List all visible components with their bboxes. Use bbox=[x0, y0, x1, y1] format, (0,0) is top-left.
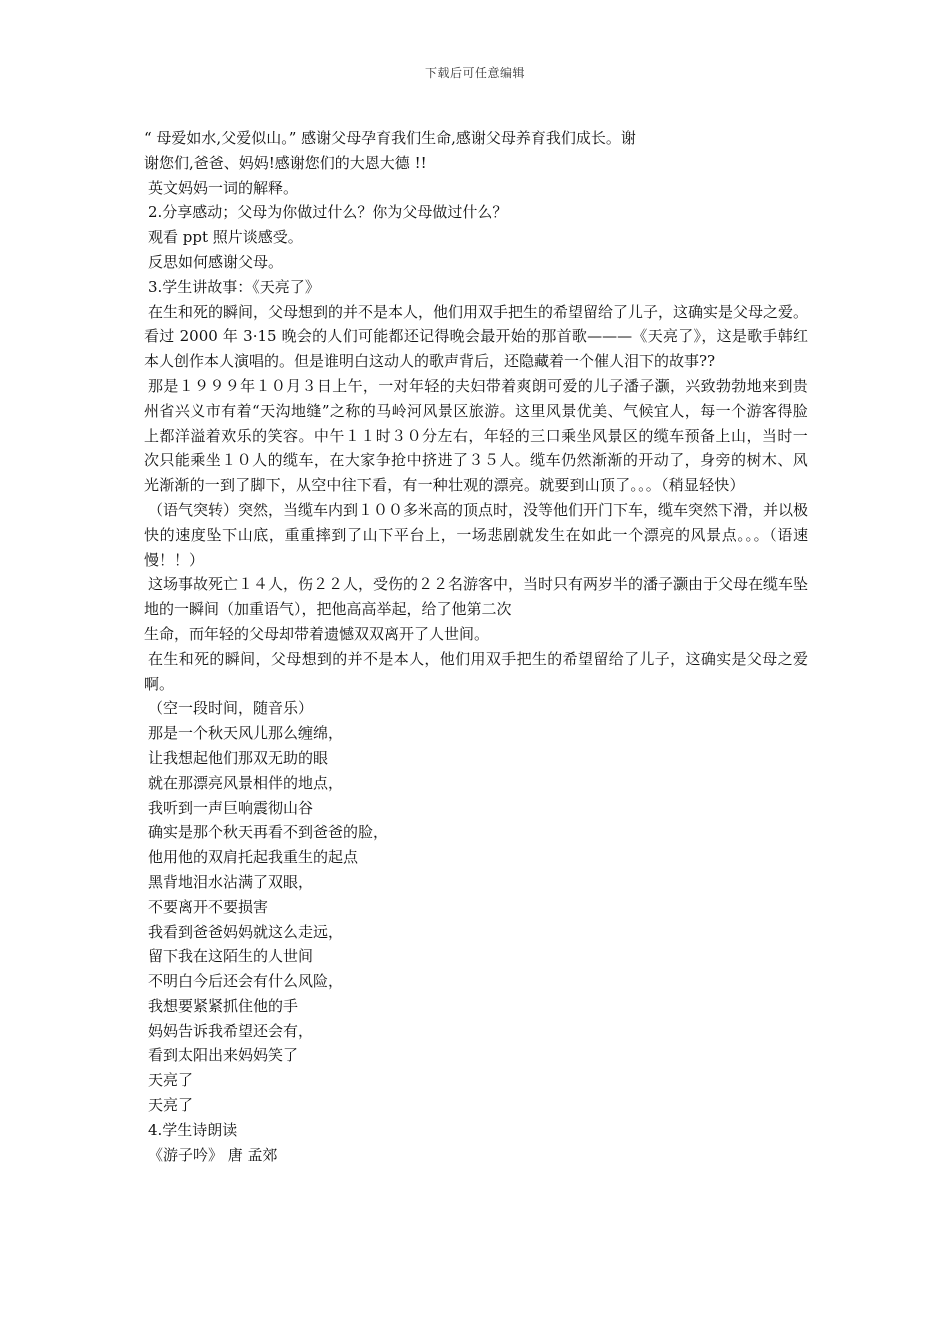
poem-title: 《游子吟》 唐 孟郊 bbox=[148, 1145, 278, 1164]
paragraph-intro-line-2: 谢您们,爸爸、妈妈!感谢您们的大恩大德 !! bbox=[144, 153, 427, 172]
paragraph-intro-line-1: “ 母爱如水,父爱似山。” 感谢父母孕育我们生命,感谢父母养育我们成长。谢 bbox=[144, 129, 636, 147]
paragraph-story-accident: （语气突转）突然，当缆车内到１００多米高的顶点时，没等他们开门下车，缆车突然下滑，并以极快的速度坠下山底，重重摔到了山下平台上，一场悲剧就发生在如此一个漂亮的风景点。。。（语速慢！！） bbox=[144, 500, 809, 569]
lyric-line: 就在那漂亮风景相伴的地点， bbox=[148, 773, 344, 792]
paragraph-story-intro: 在生和死的瞬间，父母想到的并不是本人，他们用双手把生的希望留给了儿子，这确实是父母之爱。看过 2000 年 3·15 晚会的人们可能都还记得晚会最开始的那首歌———《天亮了》，这是歌手韩红本人创作本人演唱的。但是谁明白这动人的歌声背后，还隐藏着一个催人泪下的故事?? bbox=[144, 302, 809, 371]
section-heading-poem: 4.学生诗朗读 bbox=[148, 1120, 238, 1139]
lyric-line: 我看到爸爸妈妈就这么走远， bbox=[148, 922, 344, 941]
paragraph-english-mother: 英文妈妈一词的解释。 bbox=[148, 178, 299, 197]
lyric-line: 天亮了 bbox=[148, 1096, 194, 1115]
paragraph-story-casualties: 这场事故死亡１４人，伤２２人，受伤的２２名游客中，当时只有两岁半的潘子灏由于父母在缆车坠地的一瞬间（加重语气），把他高高举起，给了他第二次 bbox=[144, 575, 809, 619]
lyric-line: 看到太阳出来妈妈笑了 bbox=[148, 1046, 299, 1065]
lyric-line: 不明白今后还会有什么风险， bbox=[148, 972, 344, 991]
lyric-line: 黑背地泪水沾满了双眼， bbox=[148, 872, 314, 891]
section-heading-share: 2.分享感动；父母为你做过什么？你为父母做过什么？ bbox=[148, 203, 508, 222]
paragraph-story-life: 生命，而年轻的父母却带着遗憾双双离开了人世间。 bbox=[144, 624, 490, 643]
lyric-line: 让我想起他们那双无助的眼 bbox=[148, 748, 329, 767]
document-body bbox=[144, 126, 808, 1167]
page-header: 下载后可任意编辑 bbox=[424, 66, 525, 80]
section-heading-story: 3.学生讲故事：《天亮了》 bbox=[148, 277, 320, 296]
lyric-line: 妈妈告诉我希望还会有， bbox=[148, 1021, 314, 1040]
lyric-line: 他用他的双肩托起我重生的起点 bbox=[148, 848, 359, 867]
lyric-line: 天亮了 bbox=[148, 1071, 194, 1090]
paragraph-story-1999: 那是１９９９年１０月３日上午，一对年轻的夫妇带着爽朗可爱的儿子潘子灏，兴致勃勃地来到贵州省兴义市有着“天沟地缝”之称的马岭河风景区旅游。这里风景优美、气候宜人，每一个游客得脸上都洋溢着欢乐的笑容。中午１１时３０分左右，年轻的三口乘坐风景区的缆车预备上山，当时一次只能乘坐１０人的缆车，在大家争抢中挤进了３５人。缆车仍然渐渐的开动了，身旁的树木、风光渐渐的一到了脚下，从空中往下看，有一种壮观的漂亮。就要到山顶了。。。（稍显轻快） bbox=[144, 376, 808, 495]
lyric-line: 确实是那个秋天再看不到爸爸的脸， bbox=[148, 823, 389, 842]
lyric-line: 我听到一声巨响震彻山谷 bbox=[148, 798, 314, 817]
paragraph-reflect: 反思如何感谢父母。 bbox=[148, 252, 284, 271]
lyric-line: 那是一个秋天风儿那么缠绵， bbox=[148, 724, 344, 743]
lyric-line: 留下我在这陌生的人世间 bbox=[148, 947, 314, 966]
paragraph-ppt: 观看 ppt 照片谈感受。 bbox=[148, 228, 303, 247]
lyric-line: 不要离开不要损害 bbox=[148, 897, 269, 916]
stage-direction: （空一段时间，随音乐） bbox=[148, 699, 314, 718]
lyric-line: 我想要紧紧抓住他的手 bbox=[148, 996, 299, 1015]
paragraph-story-love: 在生和死的瞬间，父母想到的并不是本人，他们用双手把生的希望留给了儿子，这确实是父母之爱啊。 bbox=[144, 649, 808, 693]
